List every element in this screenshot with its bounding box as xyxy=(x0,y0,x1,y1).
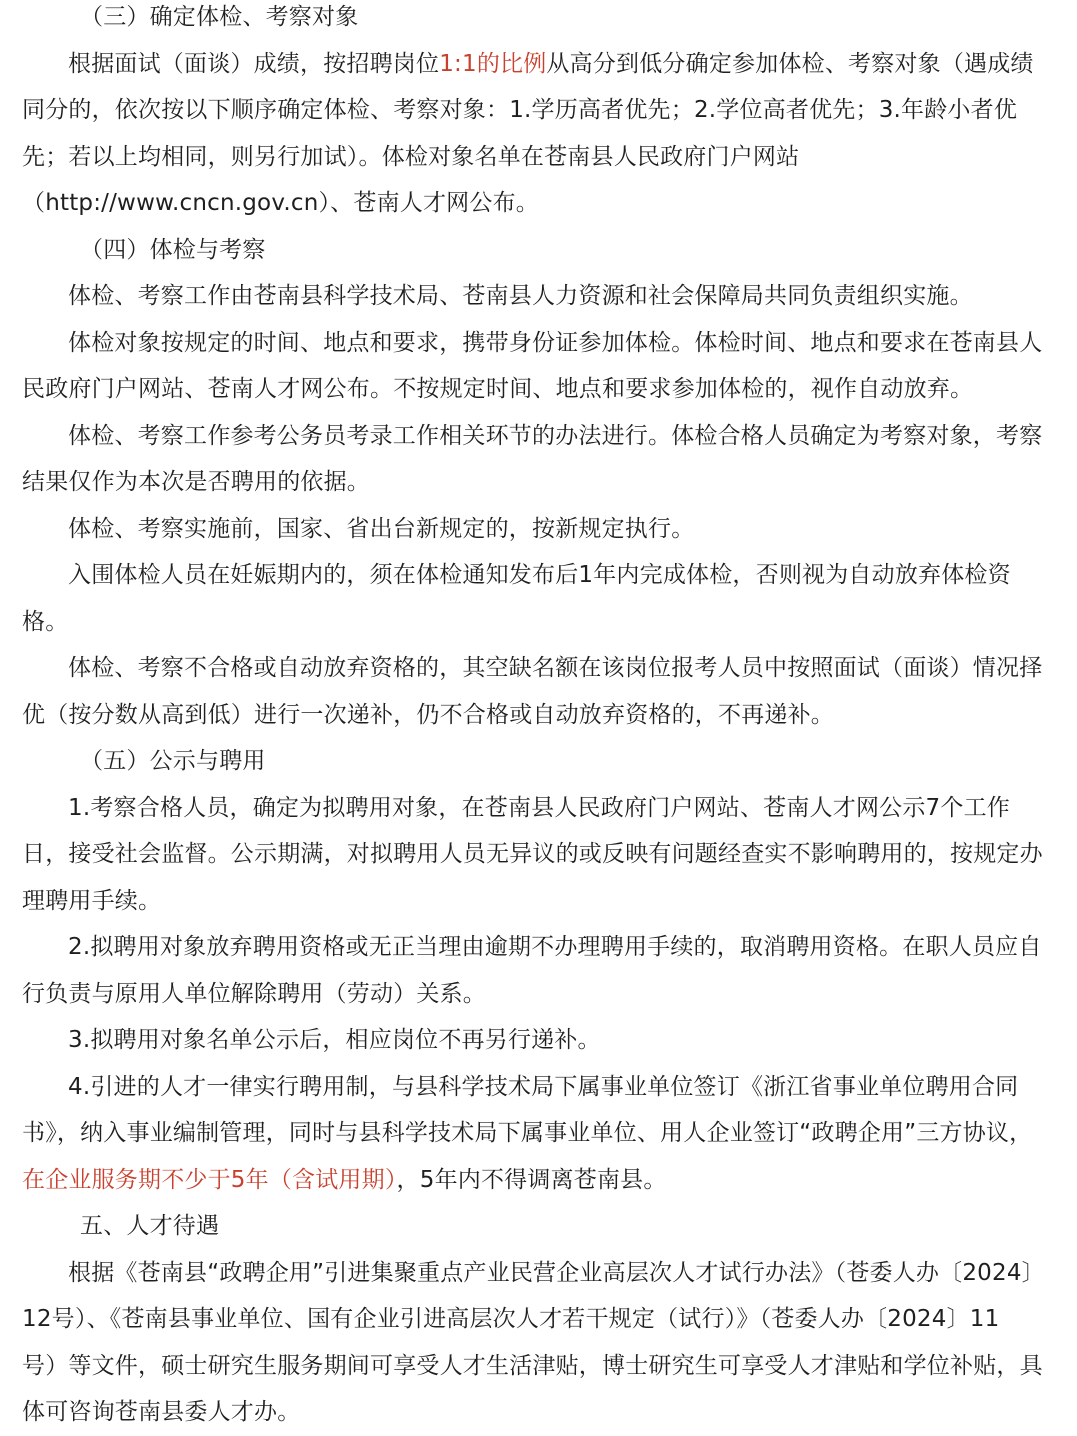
paragraph-line: 根据《苍南县“政聘企用”引进集聚重点产业民营企业高层次人才试行办法》（苍委人办〔2024〕 xyxy=(68,1259,1045,1286)
text-segment: 根据面试（面谈）成绩，按招聘岗位 xyxy=(68,50,440,77)
paragraph-line: 体检、考察实施前，国家、省出台新规定的，按新规定执行。 xyxy=(68,515,695,542)
document-page xyxy=(22,0,1056,1436)
paragraph-line: 行负责与原用人单位解除聘用（劳动）关系。 xyxy=(22,980,486,1007)
paragraph-line: 民政府门户网站、苍南人才网公布。不按规定时间、地点和要求参加体检的，视作自动放弃。 xyxy=(22,376,974,402)
text-segment: 从高分到低分确定参加体检、考察对象（遇成绩 xyxy=(546,50,1034,77)
paragraph-line: 体检对象按规定的时间、地点和要求，携带身份证参加体检。体检时间、地点和要求在苍南县人 xyxy=(68,329,1043,356)
paragraph-line: 体可咨询苍南县委人才办。 xyxy=(22,1399,301,1425)
highlight-ratio: 1:1的比例 xyxy=(439,50,547,77)
paragraph-line xyxy=(22,1157,1056,1204)
paragraph-line: 体检、考察不合格或自动放弃资格的，其空缺名额在该岗位报考人员中按照面试（面谈）情况择 xyxy=(68,655,1043,681)
paragraph-line: 体检、考察工作由苍南县科学技术局、苍南县人力资源和社会保障局共同负责组织实施。 xyxy=(68,283,973,309)
section-heading-talent: 五、人才待遇 xyxy=(80,1213,220,1239)
paragraph-line: 体检、考察工作参考公务员考录工作相关环节的办法进行。体检合格人员确定为考察对象，考察 xyxy=(68,422,1043,449)
section-heading-3: （三）确定体检、考察对象 xyxy=(80,4,359,30)
paragraph-line: 结果仅作为本次是否聘用的依据。 xyxy=(22,469,370,495)
paragraph-line: 12号）、《苍南县事业单位、国有企业引进高层次人才若干规定（试行）》（苍委人办〔2024〕11 xyxy=(22,1306,1000,1332)
list-item: 3.拟聘用对象名单公示后，相应岗位不再另行递补。 xyxy=(68,1027,601,1053)
paragraph-line xyxy=(22,41,1056,88)
section-heading-4: （四）体检与考察 xyxy=(80,236,266,263)
list-item: 1.考察合格人员，确定为拟聘用对象，在苍南县人民政府门户网站、苍南人才网公示7个工作 xyxy=(68,794,1010,821)
paragraph-line: （http://www.cncn.gov.cn）、苍南人才网公布。 xyxy=(22,190,539,216)
highlight-service-period: 在企业服务期不少于5年（含试用期） xyxy=(22,1166,397,1193)
list-item: 2.拟聘用对象放弃聘用资格或无正当理由逾期不办理聘用手续的，取消聘用资格。在职人员应自 xyxy=(68,934,1042,960)
text-segment: ，5年内不得调离苍南县。 xyxy=(396,1166,667,1193)
list-item: 4.引进的人才一律实行聘用制，与县科学技术局下属事业单位签订《浙江省事业单位聘用合同 xyxy=(68,1073,1019,1100)
paragraph-line: 格。 xyxy=(22,608,69,635)
section-heading-5: （五）公示与聘用 xyxy=(80,748,266,774)
paragraph-line: 书》，纳入事业编制管理，同时与县科学技术局下属事业单位、用人企业签订“政聘企用”三方协议， xyxy=(22,1120,1033,1146)
paragraph-line: 日，接受社会监督。公示期满，对拟聘用人员无异议的或反映有问题经查实不影响聘用的，按规定办 xyxy=(22,841,1043,867)
paragraph-line: 入围体检人员在妊娠期内的，须在体检通知发布后1年内完成体检，否则视为自动放弃体检资 xyxy=(68,562,1011,588)
paragraph-line: 优（按分数从高到低）进行一次递补，仍不合格或自动放弃资格的，不再递补。 xyxy=(22,701,834,728)
paragraph-line: 同分的，依次按以下顺序确定体检、考察对象：1.学历高者优先；2.学位高者优先；3.年龄小者优 xyxy=(22,97,1018,123)
paragraph-line: 号）等文件，硕士研究生服务期间可享受人才生活津贴，博士研究生可享受人才津贴和学位补贴，具 xyxy=(22,1352,1043,1379)
paragraph-line: 先；若以上均相同，则另行加试）。体检对象名单在苍南县人民政府门户网站 xyxy=(22,143,800,170)
paragraph-line: 理聘用手续。 xyxy=(22,887,162,914)
